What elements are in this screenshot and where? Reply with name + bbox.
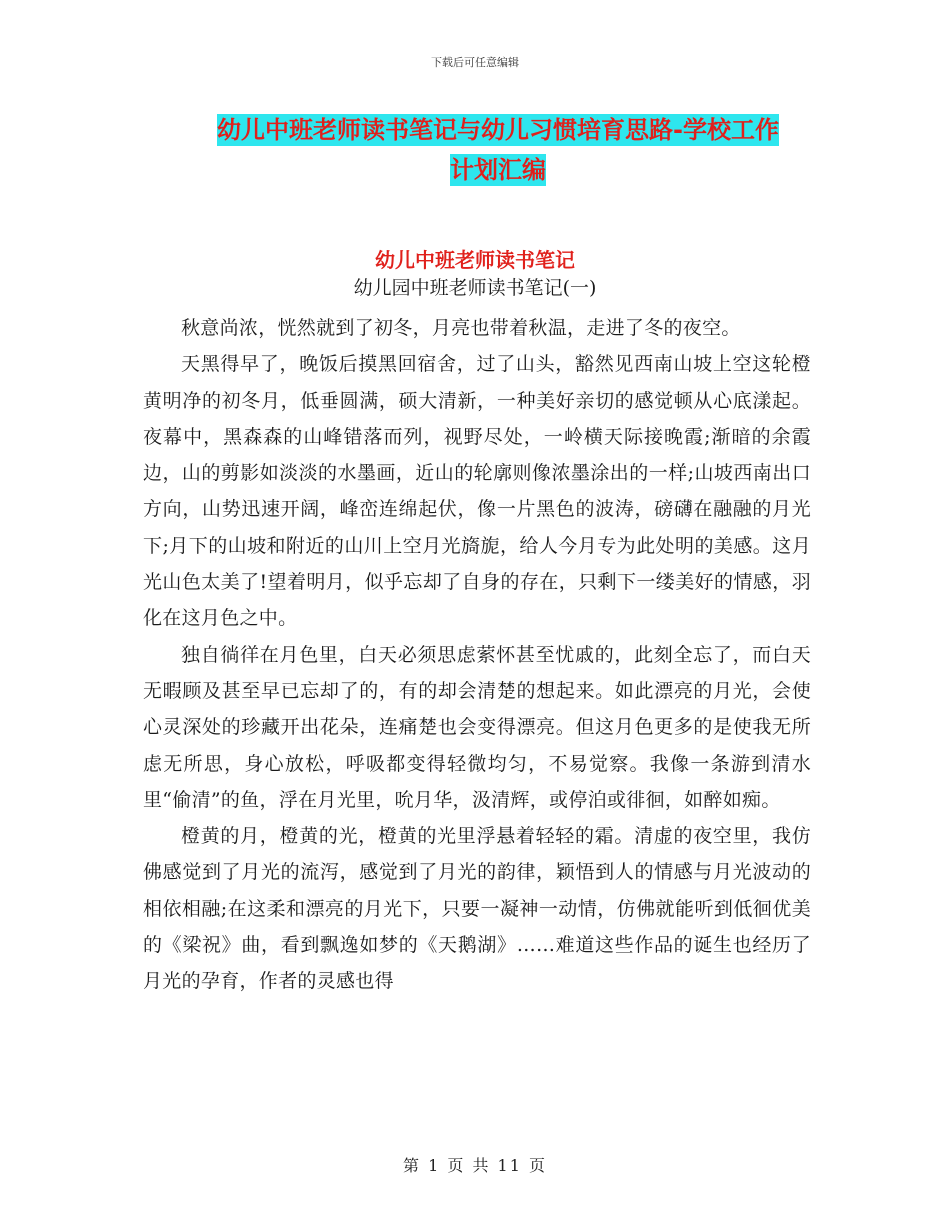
body-text bbox=[143, 310, 811, 1000]
header-note: 下载后可任意编辑 bbox=[431, 56, 519, 69]
document-title-line-1: 幼儿中班老师读书笔记与幼儿习惯培育思路-学校工作 bbox=[217, 116, 779, 144]
paragraph: 秋意尚浓，恍然就到了初冬，月亮也带着秋温，走进了冬的夜空。 bbox=[181, 317, 741, 339]
section-title: 幼儿中班老师读书笔记 bbox=[375, 248, 575, 272]
document-title-line-2: 计划汇编 bbox=[450, 156, 546, 184]
document-title bbox=[186, 110, 810, 190]
paragraph: 天黑得早了，晚饭后摸黑回宿舍，过了山头，豁然见西南山坡上空这轮橙黄明净的初冬月，低垂圆满，硕大清新，一种美好亲切的感觉顿从心底漾起。夜幕中，黑森森的山峰错落而列，视野尽处，一岭横天际接晚霞;渐暗的余霞边，山的剪影如淡淡的水墨画，近山的轮廓则像浓墨涂出的一样;山坡西南出口方向，山势迅速开阔，峰峦连绵起伏，像一片黑色的波涛，磅礴在融融的月光下;月下的山坡和附近的山川上空月光旖旎，给人今月专为此处明的美感。这月光山色太美了!望着明月，似乎忘却了自身的存在，只剩下一缕美好的情感，羽化在这月色之中。 bbox=[143, 353, 811, 630]
page-footer: 第 1 页 共 11 页 bbox=[403, 1156, 547, 1175]
paragraph: 独自徜徉在月色里，白天必须思虑萦怀甚至忧戚的，此刻全忘了，而白天无暇顾及甚至早已忘却了的，有的却会清楚的想起来。如此漂亮的月光，会使心灵深处的珍藏开出花朵，连痛楚也会变得漂亮。但这月色更多的是使我无所虑无所思，身心放松，呼吸都变得轻微均匀，不易觉察。我像一条游到清水里“偷清”的鱼，浮在月光里，吮月华，汲清辉，或停泊或徘徊，如醉如痴。 bbox=[143, 643, 811, 811]
sub-title: 幼儿园中班老师读书笔记(一) bbox=[353, 277, 597, 299]
paragraph: 橙黄的月，橙黄的光，橙黄的光里浮悬着轻轻的霜。清虚的夜空里，我仿佛感觉到了月光的流泻，感觉到了月光的韵律，颖悟到人的情感与月光波动的相依相融;在这柔和漂亮的月光下，只要一凝神一动情，仿佛就能听到低徊优美的《梁祝》曲，看到飘逸如梦的《天鹅湖》……难道这些作品的诞生也经历了月光的孕育，作者的灵感也得 bbox=[143, 825, 811, 993]
